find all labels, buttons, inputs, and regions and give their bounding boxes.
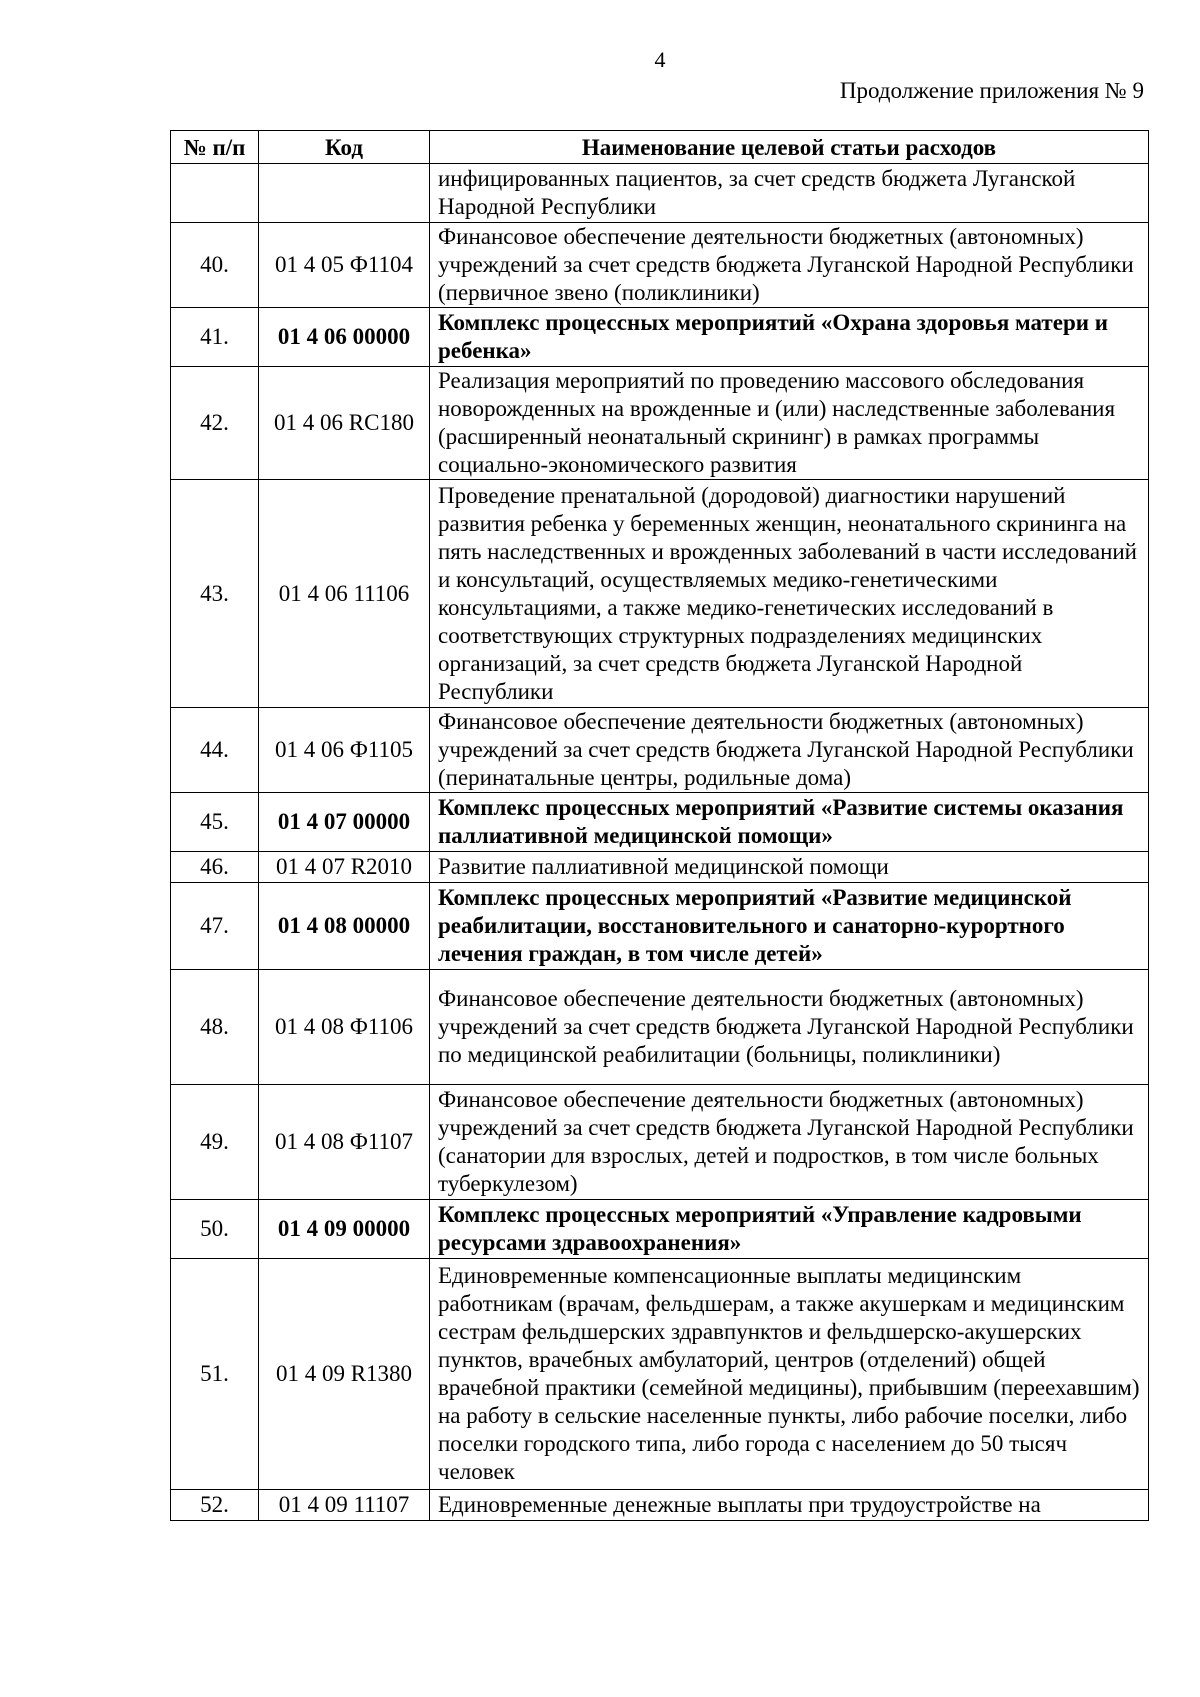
row-code: 01 4 05 Ф1104	[259, 223, 430, 308]
table-row	[171, 1490, 1149, 1521]
row-name: Комплекс процессных мероприятий «Охрана здоровья матери и ребенка»	[430, 308, 1149, 367]
row-name: Развитие паллиативной медицинской помощи	[430, 852, 1149, 883]
row-name: Комплекс процессных мероприятий «Развитие системы оказания паллиативной медицинской помощи»	[430, 793, 1149, 852]
expense-items-table	[170, 130, 1149, 1521]
row-code	[259, 164, 430, 223]
row-name: Финансовое обеспечение деятельности бюджетных (автономных) учреждений за счет средств бюджета Луганской Народной Республики (первичное звено (поликлиники)	[430, 223, 1149, 308]
row-num: 43.	[171, 480, 259, 708]
row-num: 46.	[171, 852, 259, 883]
table-header-row	[171, 131, 1149, 164]
table-row	[171, 970, 1149, 1085]
row-num: 41.	[171, 308, 259, 367]
row-num: 47.	[171, 883, 259, 970]
row-num: 52.	[171, 1490, 259, 1521]
row-code: 01 4 08 Ф1107	[259, 1085, 430, 1200]
row-name: Единовременные компенсационные выплаты медицинским работникам (врачам, фельдшерам, а также акушеркам и медицинским сестрам фельдшерских здравпунктов и фельдшерско-акушерских пунктов, врачебных амбулаторий, центров (отделений) общей врачебной практики (семейной медицины), прибывшим (переехавшим) на работу в сельские населенные пункты, либо рабочие поселки, либо поселки городского типа, либо города с населением до 50 тысяч человек	[430, 1259, 1149, 1490]
header-name: Наименование целевой статьи расходов	[430, 131, 1149, 164]
row-num: 51.	[171, 1259, 259, 1490]
row-num: 50.	[171, 1200, 259, 1259]
table-row	[171, 1259, 1149, 1490]
table-row	[171, 164, 1149, 223]
row-code: 01 4 07 R2010	[259, 852, 430, 883]
table-row	[171, 852, 1149, 883]
row-code: 01 4 07 00000	[259, 793, 430, 852]
table-row	[171, 308, 1149, 367]
row-code: 01 4 09 11107	[259, 1490, 430, 1521]
row-name: Финансовое обеспечение деятельности бюджетных (автономных) учреждений за счет средств бюджета Луганской Народной Республики (санатории для взрослых, детей и подростков, в том числе больных туберкулезом)	[430, 1085, 1149, 1200]
row-name: Реализация мероприятий по проведению массового обследования новорожденных на врожденные и (или) наследственные заболевания (расширенный неонатальный скрининг) в рамках программы социально-экономического развития	[430, 367, 1149, 480]
row-code: 01 4 09 00000	[259, 1200, 430, 1259]
row-num: 45.	[171, 793, 259, 852]
row-name: Единовременные денежные выплаты при трудоустройстве на	[430, 1490, 1149, 1521]
row-name: Комплекс процессных мероприятий «Развитие медицинской реабилитации, восстановительного и санаторно-курортного лечения граждан, в том числе детей»	[430, 883, 1149, 970]
row-name: Проведение пренатальной (дородовой) диагностики нарушений развития ребенка у беременных женщин, неонатального скрининга на пять наследственных и врожденных заболеваний в части исследований и консультаций, осуществляемых медико-генетическими консультациями, а также медико-генетических исследований в соответствующих структурных подразделениях медицинских организаций, за счет средств бюджета Луганской Народной Республики	[430, 480, 1149, 708]
table-row	[171, 367, 1149, 480]
row-code: 01 4 06 RC180	[259, 367, 430, 480]
row-num: 44.	[171, 708, 259, 793]
row-num: 48.	[171, 970, 259, 1085]
row-code: 01 4 09 R1380	[259, 1259, 430, 1490]
table-row	[171, 1085, 1149, 1200]
row-num	[171, 164, 259, 223]
row-name: инфицированных пациентов, за счет средств бюджета Луганской Народной Республики	[430, 164, 1149, 223]
appendix-continuation-label: Продолжение приложения № 9	[839, 78, 1144, 103]
row-name: Финансовое обеспечение деятельности бюджетных (автономных) учреждений за счет средств бюджета Луганской Народной Республики по медицинской реабилитации (больницы, поликлиники)	[430, 970, 1149, 1085]
page-number: 4	[654, 47, 666, 72]
row-code: 01 4 06 11106	[259, 480, 430, 708]
table-row	[171, 883, 1149, 970]
row-code: 01 4 06 00000	[259, 308, 430, 367]
row-code: 01 4 08 Ф1106	[259, 970, 430, 1085]
table-row	[171, 223, 1149, 308]
row-code: 01 4 06 Ф1105	[259, 708, 430, 793]
row-num: 40.	[171, 223, 259, 308]
row-num: 49.	[171, 1085, 259, 1200]
header-num: № п/п	[171, 131, 259, 164]
row-name: Комплекс процессных мероприятий «Управление кадровыми ресурсами здравоохранения»	[430, 1200, 1149, 1259]
table-row	[171, 793, 1149, 852]
table-row	[171, 708, 1149, 793]
header-code: Код	[259, 131, 430, 164]
row-code: 01 4 08 00000	[259, 883, 430, 970]
row-num: 42.	[171, 367, 259, 480]
table-row	[171, 1200, 1149, 1259]
table-row	[171, 480, 1149, 708]
row-name: Финансовое обеспечение деятельности бюджетных (автономных) учреждений за счет средств бюджета Луганской Народной Республики (перинатальные центры, родильные дома)	[430, 708, 1149, 793]
